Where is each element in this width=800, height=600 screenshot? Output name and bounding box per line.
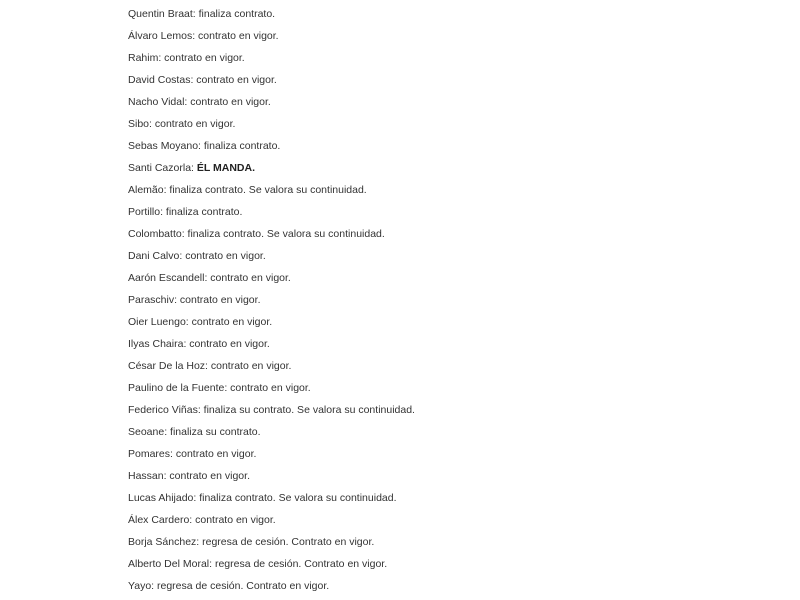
player-contract-list	[128, 3, 768, 597]
list-item	[128, 509, 768, 531]
list-item	[128, 531, 768, 553]
player-status-text: César De la Hoz: contrato en vigor.	[128, 360, 292, 372]
player-status-text: Rahim: contrato en vigor.	[128, 52, 245, 64]
list-item	[128, 25, 768, 47]
player-status-text: David Costas: contrato en vigor.	[128, 74, 277, 86]
list-item	[128, 421, 768, 443]
list-item	[128, 487, 768, 509]
list-item	[128, 553, 768, 575]
list-item	[128, 113, 768, 135]
list-item	[128, 575, 768, 597]
list-item	[128, 245, 768, 267]
player-status-text: Oier Luengo: contrato en vigor.	[128, 316, 273, 328]
list-item	[128, 333, 768, 355]
player-status-text: Colombatto: finaliza contrato. Se valora su continuidad.	[128, 228, 385, 240]
player-status-text: Dani Calvo: contrato en vigor.	[128, 250, 266, 262]
player-status-text: Santi Cazorla:	[128, 162, 197, 174]
list-item	[128, 311, 768, 333]
list-item	[128, 201, 768, 223]
list-item	[128, 135, 768, 157]
list-item	[128, 355, 768, 377]
player-status-emphasis: ÉL MANDA.	[196, 162, 256, 174]
player-status-text: Federico Viñas: finaliza su contrato. Se valora su continuidad.	[128, 404, 415, 416]
player-status-text: Nacho Vidal: contrato en vigor.	[128, 96, 271, 108]
player-status-text: Quentin Braat: finaliza contrato.	[128, 8, 276, 20]
player-status-text: Paraschiv: contrato en vigor.	[128, 294, 261, 306]
list-item	[128, 465, 768, 487]
player-status-text: Seoane: finaliza su contrato.	[128, 426, 261, 438]
player-status-text: Lucas Ahijado: finaliza contrato. Se valora su continuidad.	[128, 492, 397, 504]
list-item	[128, 69, 768, 91]
player-status-text: Portillo: finaliza contrato.	[128, 206, 243, 218]
player-status-text: Álex Cardero: contrato en vigor.	[128, 514, 276, 526]
player-status-text: Ilyas Chaira: contrato en vigor.	[128, 338, 270, 350]
player-status-text: Borja Sánchez: regresa de cesión. Contrato en vigor.	[128, 536, 375, 548]
player-status-text: Sebas Moyano: finaliza contrato.	[128, 140, 281, 152]
player-status-text: Hassan: contrato en vigor.	[128, 470, 250, 482]
list-item	[128, 47, 768, 69]
player-status-text: Aarón Escandell: contrato en vigor.	[128, 272, 291, 284]
list-item	[128, 3, 768, 25]
player-status-text: Álvaro Lemos: contrato en vigor.	[128, 30, 279, 42]
list-item	[128, 267, 768, 289]
list-item	[128, 289, 768, 311]
player-status-text: Yayo: regresa de cesión. Contrato en vigor.	[128, 580, 330, 592]
player-status-text: Paulino de la Fuente: contrato en vigor.	[128, 382, 311, 394]
player-status-text: Pomares: contrato en vigor.	[128, 448, 257, 460]
list-item	[128, 179, 768, 201]
player-status-text: Alemão: finaliza contrato. Se valora su continuidad.	[128, 184, 367, 196]
list-item	[128, 399, 768, 421]
list-item	[128, 377, 768, 399]
list-item	[128, 443, 768, 465]
player-status-text: Alberto Del Moral: regresa de cesión. Contrato en vigor.	[128, 558, 388, 570]
list-item	[128, 157, 768, 179]
list-item	[128, 223, 768, 245]
player-status-text: Sibo: contrato en vigor.	[128, 118, 236, 130]
list-item	[128, 91, 768, 113]
